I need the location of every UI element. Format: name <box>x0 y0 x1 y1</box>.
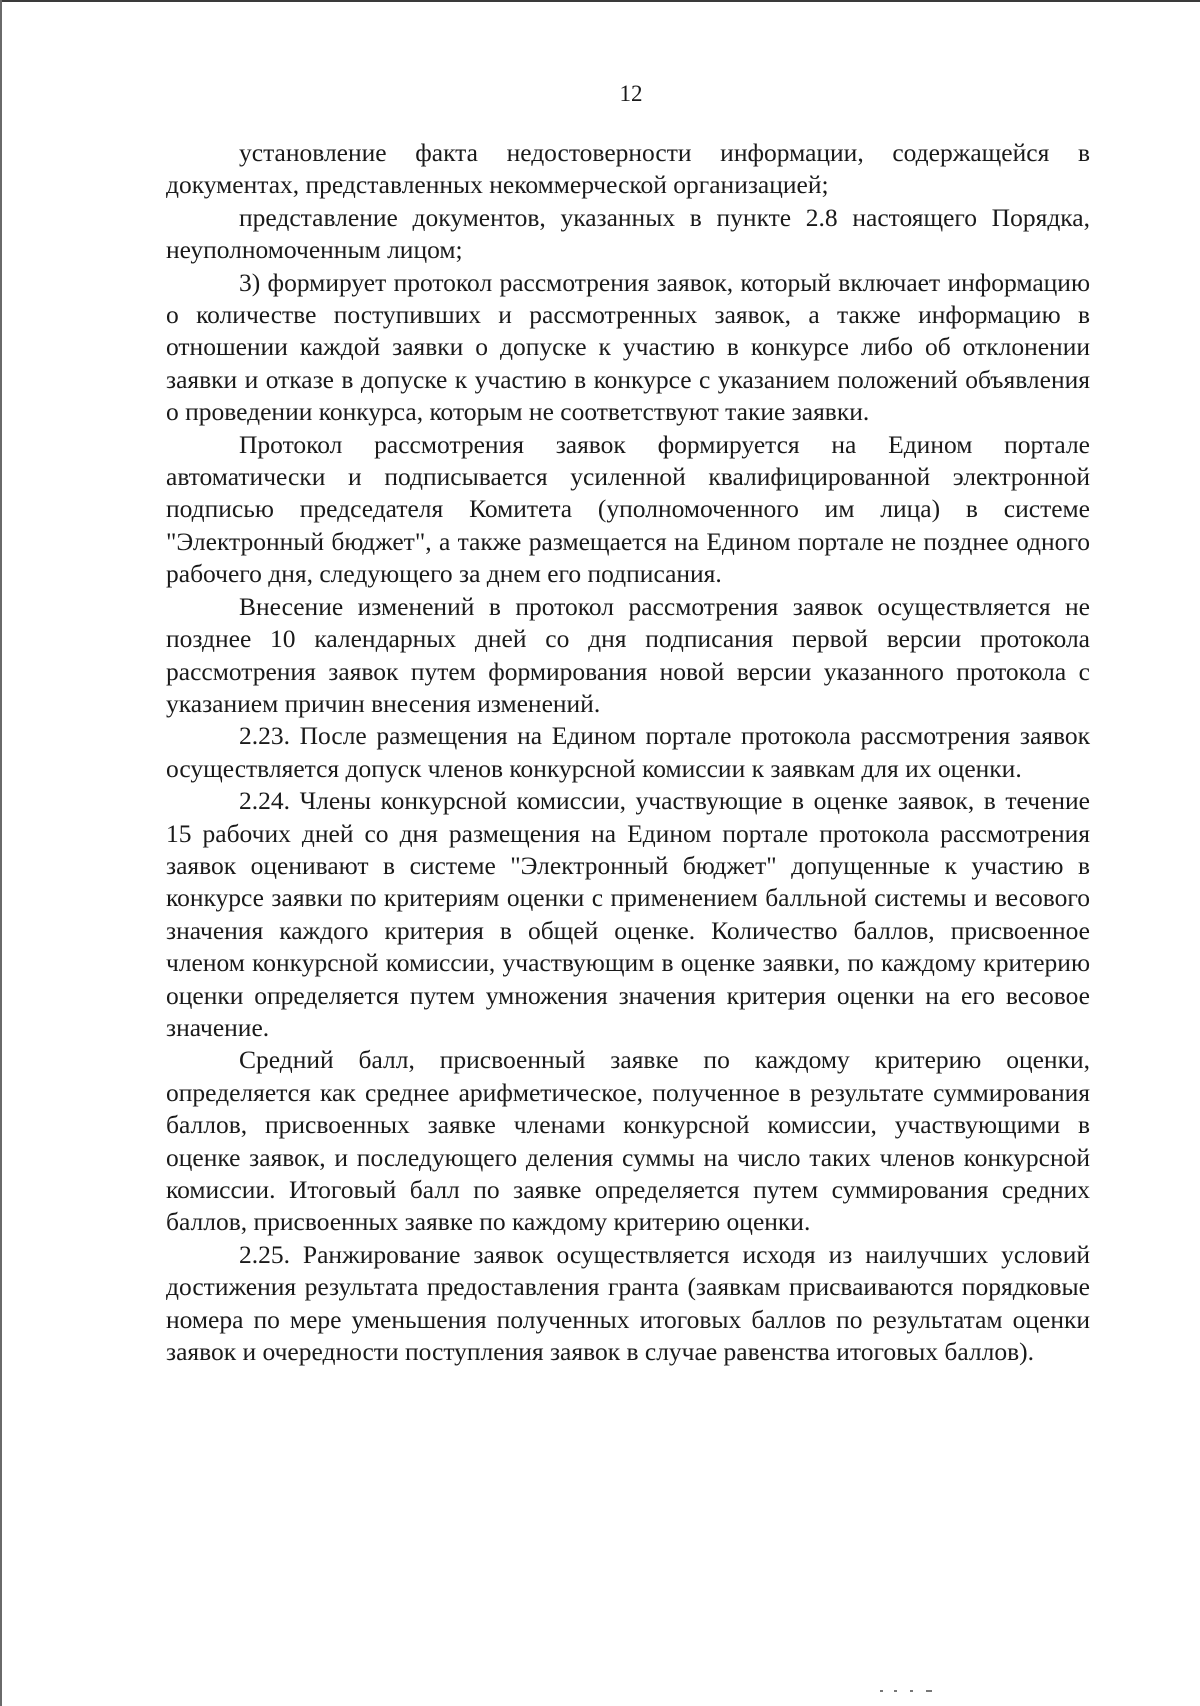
paragraph-review-protocol: 3) формирует протокол рассмотрения заявок, который включает информацию о количестве поступивших и рассмотренных заявок, а также информацию в отношении каждой заявки о допуске к участию в конкурсе либо об отклонении заявки и отказе в допуске к участию в конкурсе с указанием положений объявления о проведении конкурса, которым не соответствуют такие заявки. <box>166 267 1090 427</box>
scan-top-edge <box>0 0 1200 2</box>
scan-left-edge <box>0 0 2 1706</box>
paragraph-protocol-changes: Внесение изменений в протокол рассмотрения заявок осуществляется не позднее 10 календарных дней со дня подписания первой версии протокола рассмотрения заявок путем формирования новой версии указанного протокола с указанием причин внесения изменений. <box>166 591 1090 718</box>
page-number: 12 <box>619 81 643 106</box>
paragraph-2-24: 2.24. Члены конкурсной комиссии, участвующие в оценке заявок, в течение 15 рабочих дней со дня размещения на Едином портале протокола рассмотрения заявок оценивают в системе "Электронный бюджет" допущенные к участию в конкурсе заявки по критериям оценки с применением балльной системы и весового значения каждого критерия в общей оценке. Количество баллов, присвоенное членом конкурсной комиссии, участвующим в оценке заявки, по каждому критерию оценки определяется путем умножения значения критерия оценки на его весовое значение. <box>166 786 1090 1042</box>
document-body <box>166 137 1090 1368</box>
scan-noise <box>880 1690 940 1696</box>
paragraph-protocol-signing: Протокол рассмотрения заявок формируется на Едином портале автоматически и подписывается усиленной квалифицированной электронной подписью председателя Комитета (уполномоченного им лица) в системе "Электронный бюджет", а также размещается на Едином портале не позднее одного рабочего дня, следующего за днем его подписания. <box>166 429 1090 589</box>
paragraph-2-25: 2.25. Ранжирование заявок осуществляется исходя из наилучших условий достижения результата предоставления гранта (заявкам присваиваются порядковые номера по мере уменьшения полученных итоговых баллов по результатам оценки заявок и очередности поступления заявок в случае равенства итоговых баллов). <box>166 1239 1090 1367</box>
paragraph-2-23: 2.23. После размещения на Едином портале протокола рассмотрения заявок осуществляется допуск членов конкурсной комиссии к заявкам для их оценки. <box>166 721 1090 783</box>
paragraph-inaccurate-info: установление факта недостоверности информации, содержащейся в документах, представленных некоммерческой организацией; <box>166 138 1090 200</box>
paragraph-average-score: Средний балл, присвоенный заявке по каждому критерию оценки, определяется как среднее арифметическое, полученное в результате суммирования баллов, присвоенных заявке членами конкурсной комиссии, участвующими в оценке заявок, и последующего деления суммы на число таких членов конкурсной комиссии. Итоговый балл по заявке определяется путем суммирования средних баллов, присвоенных заявке по каждому критерию оценки. <box>166 1045 1090 1237</box>
paragraph-unauthorized-person: представление документов, указанных в пункте 2.8 настоящего Порядка, неуполномоченным лицом; <box>166 202 1090 265</box>
